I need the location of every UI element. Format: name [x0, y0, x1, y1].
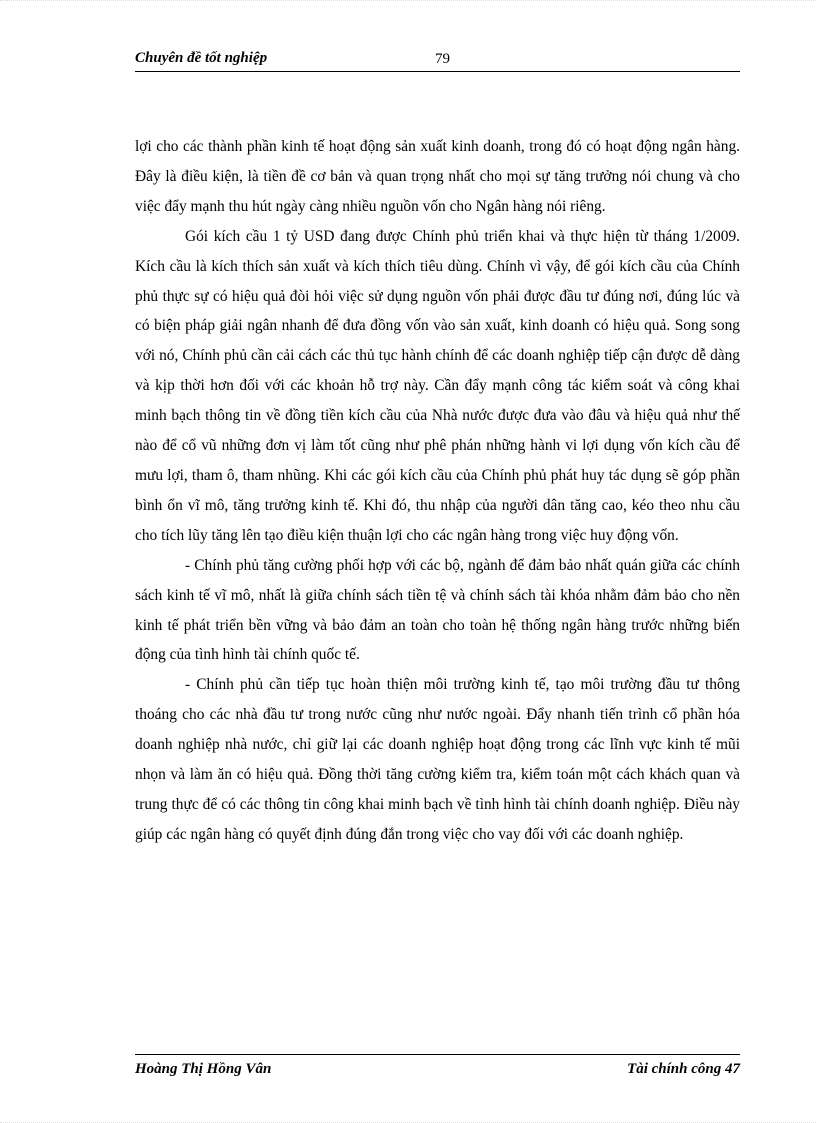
paragraph-continuation: lợi cho các thành phần kinh tế hoạt động sản xuất kinh doanh, trong đó có hoạt động ngân hàng. Đây là điều kiện, là tiền đề cơ bản và quan trọng nhất cho mọi sự tăng trưởng nói chung và cho việc đẩy mạnh thu hút ngày càng nhiều nguồn vốn cho Ngân hàng nói riêng.: [135, 138, 740, 215]
document-title: Chuyên đề tốt nghiệp: [135, 50, 268, 66]
paragraph-policy-coordination: - Chính phủ tăng cường phối hợp với các bộ, ngành để đảm bảo nhất quán giữa các chính sách kinh tế vĩ mô, nhất là giữa chính sách tiền tệ và chính sách tài khóa nhằm đảm bảo cho nền kinh tế phát triển bền vững và bảo đảm an toàn cho toàn hệ thống ngân hàng trước những biến động của tình hình tài chính quốc tế.: [135, 556, 740, 664]
document-body: [135, 132, 740, 850]
author-name: Hoàng Thị Hồng Vân: [135, 1061, 272, 1077]
page-header: [135, 49, 740, 72]
paragraph-business-environment: - Chính phủ cần tiếp tục hoàn thiện môi trường kinh tế, tạo môi trường đầu tư thông thoáng cho các nhà đầu tư trong nước cũng như nước ngoài. Đẩy nhanh tiến trình cổ phần hóa doanh nghiệp nhà nước, chỉ giữ lại các doanh nghiệp hoạt động trong các lĩnh vực kinh tế mũi nhọn và làm ăn có hiệu quả. Đồng thời tăng cường kiểm tra, kiểm toán một cách khách quan và trung thực để có các thông tin công khai minh bạch về tình hình tài chính doanh nghiệp. Điều này giúp các ngân hàng có quyết định đúng đắn trong việc cho vay đối với các doanh nghiệp.: [135, 676, 740, 843]
page-number: 79: [435, 51, 450, 67]
page-footer: [135, 1054, 740, 1085]
paragraph-stimulus-package: Gói kích cầu 1 tỷ USD đang được Chính phủ triển khai và thực hiện từ tháng 1/2009. Kích cầu là kích thích sản xuất và kích thích tiêu dùng. Chính vì vậy, để gói kích cầu của Chính phủ thực sự có hiệu quả đòi hỏi việc sử dụng nguồn vốn phải được đầu tư đúng nơi, đúng lúc và có biện pháp giải ngân nhanh để đưa đồng vốn vào sản xuất, kinh doanh có hiệu quả. Song song với nó, Chính phủ cần cải cách các thủ tục hành chính để các doanh nghiệp tiếp cận được dễ dàng và kịp thời hơn đối với các khoản hỗ trợ này. Cần đẩy mạnh công tác kiểm soát và công khai minh bạch thông tin về đồng tiền kích cầu của Nhà nước được đưa vào đâu và hiệu quả như thế nào để cổ vũ những đơn vị làm tốt cũng như phê phán những hành vi lợi dụng vốn kích cầu để mưu lợi, tham ô, tham nhũng. Khi các gói kích cầu của Chính phủ phát huy tác dụng sẽ góp phần bình ổn vĩ mô, tăng trưởng kinh tế. Khi đó, thu nhập của người dân tăng cao, kéo theo nhu cầu cho tích lũy tăng lên tạo điều kiện thuận lợi cho các ngân hàng trong việc huy động vốn.: [135, 227, 740, 544]
class-name: Tài chính công 47: [627, 1061, 740, 1077]
